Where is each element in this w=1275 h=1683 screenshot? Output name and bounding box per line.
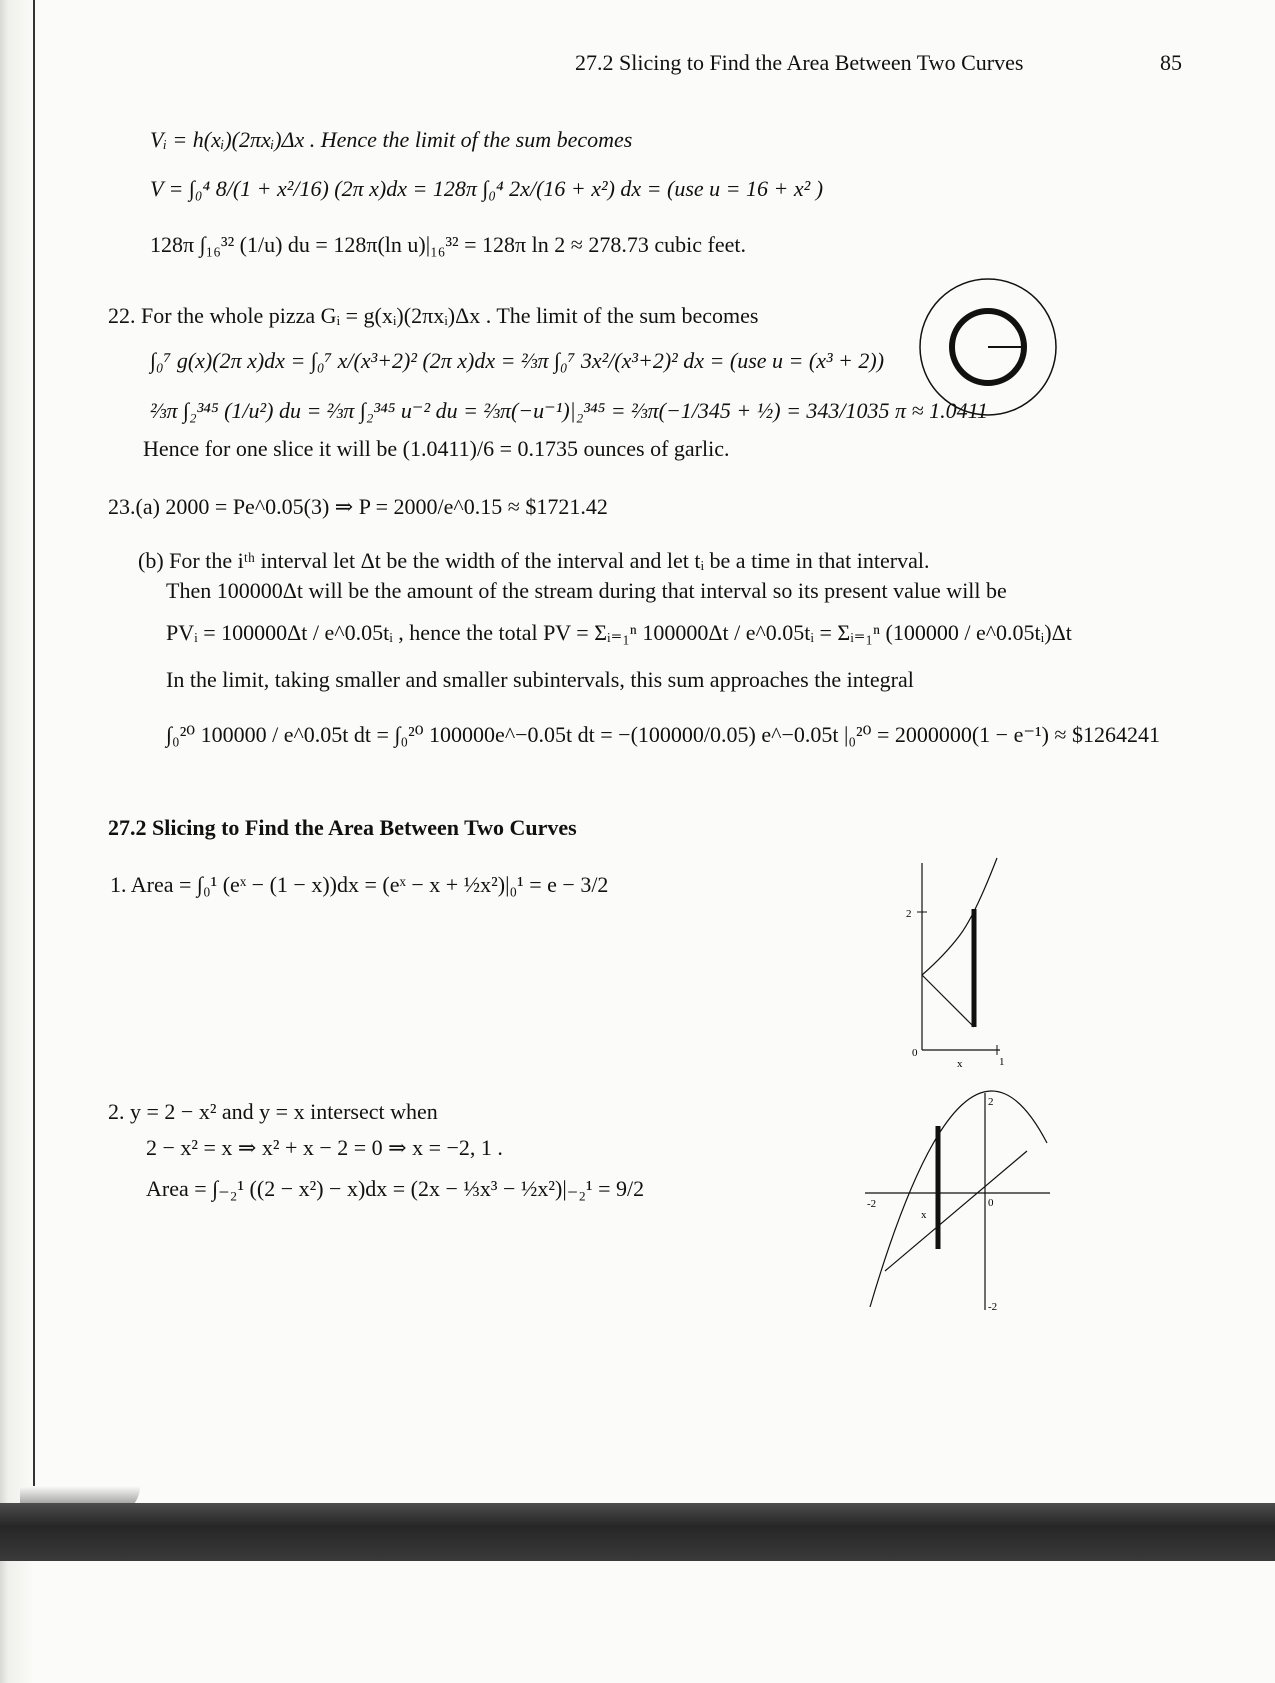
graph2-ytop-label: 2 (988, 1096, 994, 1108)
problem-23a: 23.(a) 2000 = Pe^0.05(3) ⇒ P = 2000/e^0.15 ≈ $1721.42 (108, 494, 608, 519)
exercise-1-area: 1. Area = ∫₀¹ (eˣ − (1 − x))dx = (eˣ − x + ½x²)|₀¹ = e − 3/2 (110, 872, 609, 897)
graph1-xtick-label: 1 (999, 1056, 1005, 1068)
exercise-2-line1: 2. y = 2 − x² and y = x intersect when (108, 1099, 438, 1124)
exercise-2-graph (855, 1085, 1055, 1320)
volume-integral-line: V = ∫₀⁴ 8/(1 + x²/16) (2π x)dx = 128π ∫₀⁴ 2x/(16 + x²) dx = (use u = 16 + x² ) (150, 176, 824, 201)
running-header: 27.2 Slicing to Find the Area Between Two Curves (575, 50, 1024, 75)
problem-22-intro: 22. For the whole pizza Gᵢ = g(xᵢ)(2πxᵢ)Δx . The limit of the sum becomes (108, 303, 759, 328)
graph1-x-label: x (957, 1058, 963, 1070)
section-heading: 27.2 Slicing to Find the Area Between Two Curves (108, 815, 577, 840)
graph1-origin-label: 0 (912, 1047, 918, 1059)
exercise-1-graph (900, 855, 1020, 1070)
problem-22-substitution: ⅔π ∫₂³⁴⁵ (1/u²) du = ⅔π ∫₂³⁴⁵ u⁻² du = ⅔π(−u⁻¹)|₂³⁴⁵ = ⅔π(−1/345 + ½) = 343/1035 π ≈ 1.0411 (150, 398, 988, 423)
exercise-2-line2: 2 − x² = x ⇒ x² + x − 2 = 0 ⇒ x = −2, 1 . (146, 1135, 503, 1160)
graph2-ybottom-label: -2 (988, 1301, 998, 1313)
problem-22-conclusion: Hence for one slice it will be (1.0411)/6 = 0.1735 ounces of garlic. (143, 436, 730, 461)
graph2-x-label: x (921, 1209, 927, 1221)
problem-23b-line1: (b) For the iᵗʰ interval let Δt be the width of the interval and let tᵢ be a time in that interval. (138, 548, 930, 573)
problem-23b-integral: ∫₀²⁰ 100000 / e^0.05t dt = ∫₀²⁰ 100000e^−0.05t dt = −(100000/0.05) e^−0.05t |₀²⁰ = 2000000(1 − e⁻¹) ≈ $1264241 (166, 722, 1160, 747)
volume-slice-line: Vᵢ = h(xᵢ)(2πxᵢ)Δx . Hence the limit of the sum becomes (150, 127, 633, 152)
pizza-circle-icon (908, 275, 1068, 425)
problem-23b-sum: PVᵢ = 100000Δt / e^0.05tᵢ , hence the total PV = Σᵢ₌₁ⁿ 100000Δt / e^0.05tᵢ = Σᵢ₌₁ⁿ (100000 / e^0.05tᵢ)Δt (166, 620, 1072, 645)
scan-bottom-shadow (0, 1503, 1275, 1561)
graph2-origin-label: 0 (988, 1197, 994, 1209)
graph2-xleft-label: -2 (867, 1198, 877, 1210)
scan-left-shadow (0, 0, 34, 1683)
problem-22-integral: ∫₀⁷ g(x)(2π x)dx = ∫₀⁷ x/(x³+2)² (2π x)dx = ⅔π ∫₀⁷ 3x²/(x³+2)² dx = (use u = (x³ + 2)) (150, 348, 885, 373)
graph1-ytick-label: 2 (906, 908, 912, 920)
problem-23b-line4: In the limit, taking smaller and smaller subintervals, this sum approaches the integral (166, 667, 914, 692)
page-number: 85 (1160, 50, 1182, 75)
problem-23b-line2: Then 100000Δt will be the amount of the stream during that interval so its present value will be (166, 578, 1007, 603)
volume-result-line: 128π ∫₁₆³² (1/u) du = 128π(ln u)|₁₆³² = 128π ln 2 ≈ 278.73 cubic feet. (150, 232, 746, 257)
exercise-2-area: Area = ∫₋₂¹ ((2 − x²) − x)dx = (2x − ⅓x³ − ½x²)|₋₂¹ = 9/2 (146, 1176, 645, 1201)
page-binding-line (33, 0, 35, 1490)
